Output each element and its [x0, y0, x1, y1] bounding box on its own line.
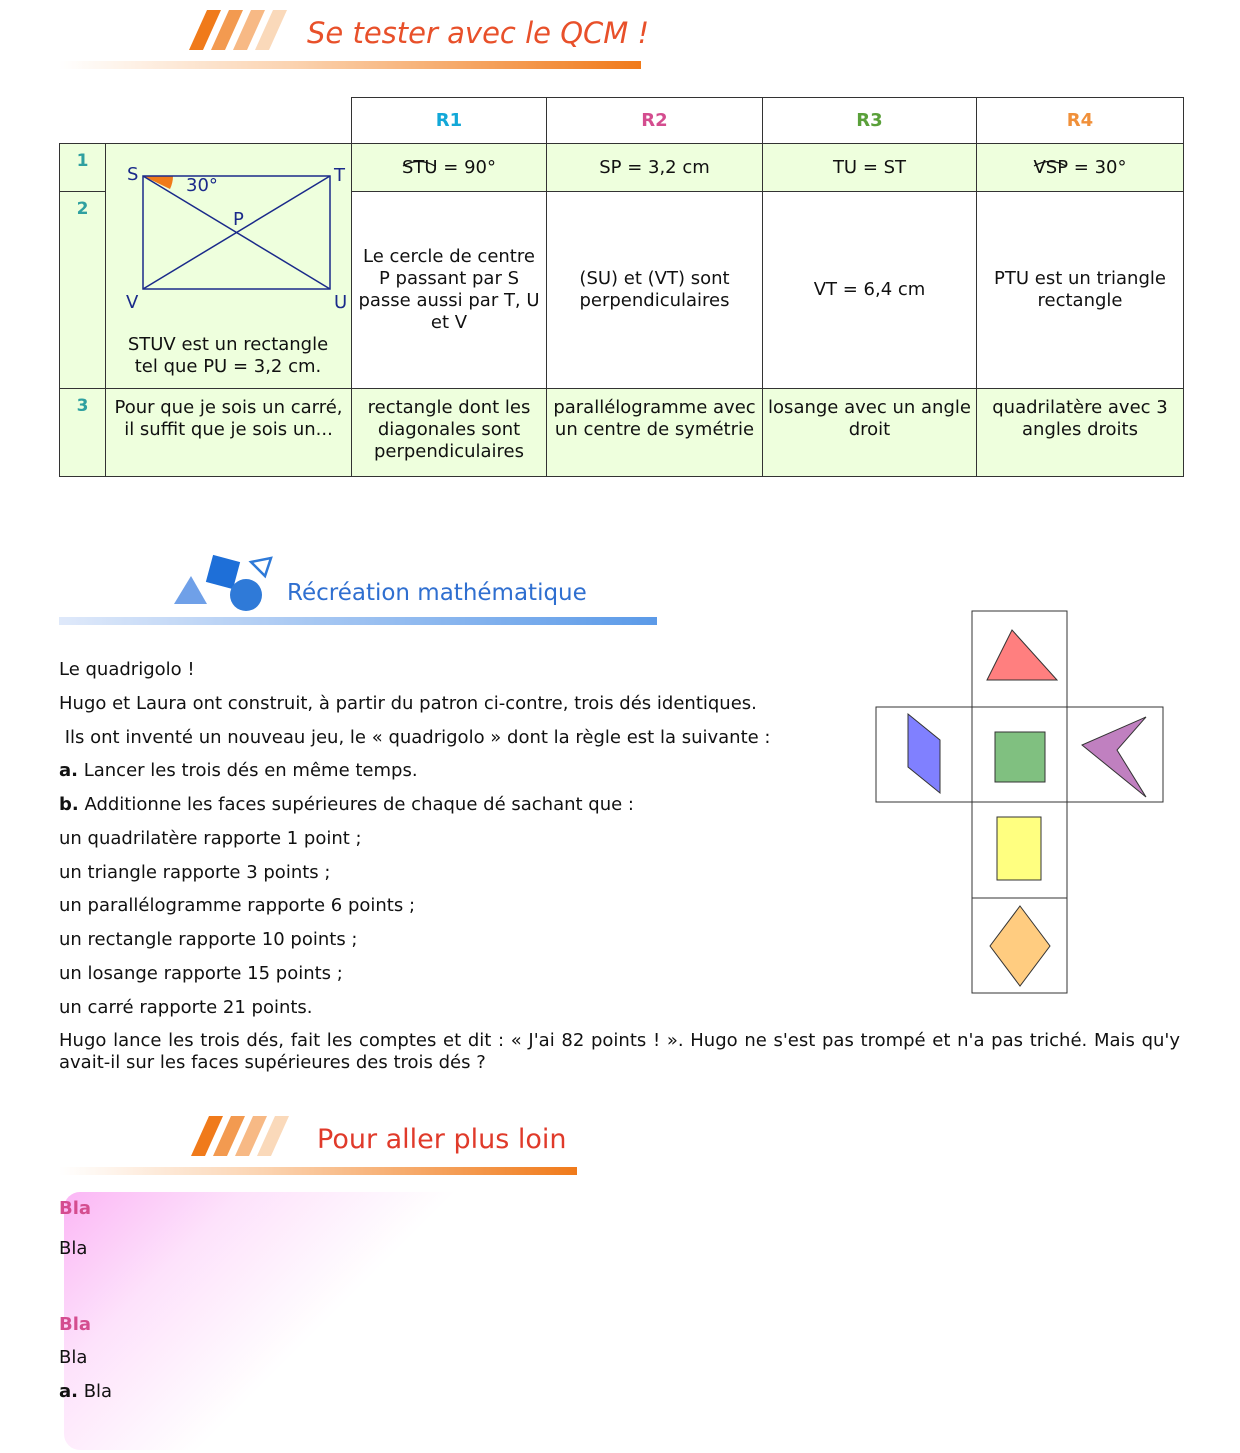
square-face — [995, 732, 1045, 782]
qcm-table — [59, 97, 1184, 477]
further-heading-1: Bla — [59, 1198, 92, 1219]
circle-shape-icon — [230, 579, 262, 611]
recreation-title-text: Le quadrigolo ! — [59, 659, 195, 680]
qcm-header — [59, 8, 659, 73]
row3-r3: losange avec un angle droit — [763, 389, 977, 477]
row2-r1: Le cercle de centre P passant par S passe aussi par T, U et V — [352, 192, 547, 389]
qcm-title: Se tester avec le QCM ! — [307, 16, 650, 50]
row1-r4: VSP = 30° — [977, 144, 1184, 192]
recreation-rule-intro: Ils ont inventé un nouveau jeu, le « quadrigolo » dont la règle est la suivante : — [59, 727, 771, 748]
score-line: un parallélogramme rapporte 6 points ; — [59, 895, 416, 916]
row3-r2: parallélogramme avec un centre de symétrie — [547, 389, 763, 477]
dice-net — [875, 610, 1165, 995]
angle-hat — [1033, 151, 1067, 159]
further-heading-2: Bla — [59, 1314, 92, 1335]
step-a: a. Lancer les trois dés en même temps. — [59, 760, 418, 781]
row3-question: Pour que je sois un carré, il suffit que je sois un... — [106, 389, 352, 477]
header-r2: R2 — [547, 98, 763, 144]
label-p: P — [233, 209, 244, 230]
angle-label: 30° — [186, 175, 218, 196]
score-line: un quadrilatère rapporte 1 point ; — [59, 828, 362, 849]
label-v: V — [126, 292, 139, 313]
score-line: un losange rapporte 15 points ; — [59, 963, 343, 984]
row-number: 2 — [60, 192, 106, 389]
further-text-2: Bla — [59, 1347, 88, 1368]
row-number: 1 — [60, 144, 106, 192]
outline-triangle-icon — [251, 558, 271, 576]
score-line: un carré rapporte 21 points. — [59, 997, 313, 1018]
triangle-shape-icon — [174, 576, 207, 604]
row2-r2: (SU) et (VT) sont perpendiculaires — [547, 192, 763, 389]
angle-hat — [402, 151, 436, 159]
rectangle-figure — [106, 144, 351, 294]
row1-r1: STU = 90° — [352, 144, 547, 192]
rectangle-face — [997, 817, 1041, 880]
row2-r4: PTU est un triangle rectangle — [977, 192, 1184, 389]
row2-r3: VT = 6,4 cm — [763, 192, 977, 389]
recreation-title: Récréation mathématique — [287, 580, 587, 606]
row3-r4: quadrilatère avec 3 angles droits — [977, 389, 1184, 477]
header-r1: R1 — [352, 98, 547, 144]
header-r3: R3 — [763, 98, 977, 144]
row1-r3: TU = ST — [763, 144, 977, 192]
recreation-intro: Hugo et Laura ont construit, à partir du patron ci-contre, trois dés identiques. — [59, 693, 757, 714]
label-s: S — [127, 164, 139, 185]
score-line: un triangle rapporte 3 points ; — [59, 862, 331, 883]
further-title: Pour aller plus loin — [317, 1124, 567, 1155]
figure-caption: STUV est un rectangle tel que PU = 3,2 cm. — [127, 334, 329, 377]
label-t: T — [334, 165, 345, 186]
recreation-conclusion: Hugo lance les trois dés, fait les comptes et dit : « J'ai 82 points ! ». Hugo ne s'est pas trompé et n'a pas triché. Mais qu'y avait-il sur les faces supérieures des trois dés ? — [59, 1030, 1180, 1073]
further-header — [59, 1114, 659, 1180]
row-number: 3 — [60, 389, 106, 477]
figure-cell — [106, 144, 352, 389]
further-text-1: Bla — [59, 1238, 88, 1259]
score-line: un rectangle rapporte 10 points ; — [59, 929, 358, 950]
header-r4: R4 — [977, 98, 1184, 144]
recreation-header — [59, 552, 659, 628]
further-item-a: a. Bla — [59, 1381, 113, 1402]
further-box — [64, 1192, 624, 1450]
row1-r2: SP = 3,2 cm — [547, 144, 763, 192]
label-u: U — [334, 292, 348, 313]
row3-r1: rectangle dont les diagonales sont perpendiculaires — [352, 389, 547, 477]
step-b: b. Additionne les faces supérieures de chaque dé sachant que : — [59, 794, 634, 815]
